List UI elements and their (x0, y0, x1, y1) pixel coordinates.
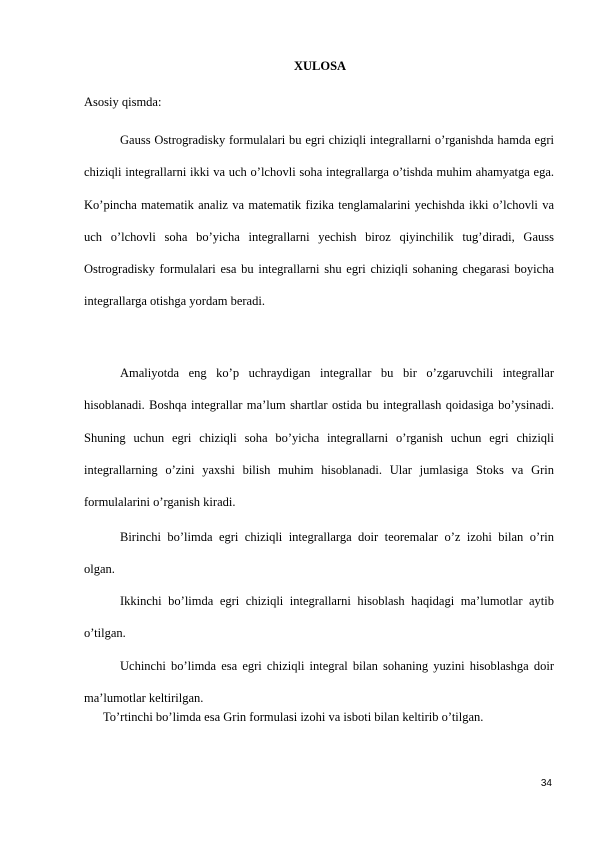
paragraph-second-section: Ikkinchi bo’limda egri chiziqli integrallarni hisoblash haqidagi ma’lumotlar aytib o’tilgan. (84, 594, 554, 641)
section-subheading: Asosiy qismda: (84, 95, 162, 109)
paragraph-practice-integrals: Amaliyotda eng ko’p uchraydigan integrallar bu bir o’zgaruvchili integrallar hisoblanadi. Boshqa integrallar ma’lum shartlar ostida bu integrallash qoidasiga bo’ysinadi. Shuning uchun egri chiziqli soha bo’yicha integrallarni o’rganish uchun egri chiziqli integrallarning o’zini yaxshi bilish muhim hisoblanadi. Ular jumlasiga Stoks va Grin formulalarini o’rganish kiradi. (84, 366, 554, 510)
paragraph-first-section: Birinchi bo’limda egri chiziqli integrallarga doir teoremalar o’z izohi bilan o’rin olgan. (84, 530, 554, 577)
page-number: 34 (540, 778, 552, 789)
paragraph-third-section: Uchinchi bo’limda esa egri chiziqli integral bilan sohaning yuzini hisoblashga doir ma’lumotlar keltirilgan. (84, 659, 554, 706)
page-title: XULOSA (293, 59, 347, 73)
paragraph-gauss-ostrogradsky: Gauss Ostrogradisky formulalari bu egri chiziqli integrallarni o’rganishda hamda egri chiziqli integrallarni ikki va uch o’lchovli soha integrallarga o’tishda muhim ahamyatga ega. Ko’pincha matematik analiz va matematik fizika tenglamalarini yechishda ikki o’lchovli va uch o’lchovli soha bo’yicha integrallarni yechish biroz qiyinchilik tug’diradi, Gauss Ostrogradisky formulalari esa bu integrallarni shu egri chiziqli sohaning chegarasi boyicha integrallarga otishga yordam beradi. (84, 133, 554, 309)
paragraph-fourth-section: To’rtinchi bo’limda esa Grin formulasi izohi va isboti bilan keltirib o’tilgan. (103, 710, 484, 724)
